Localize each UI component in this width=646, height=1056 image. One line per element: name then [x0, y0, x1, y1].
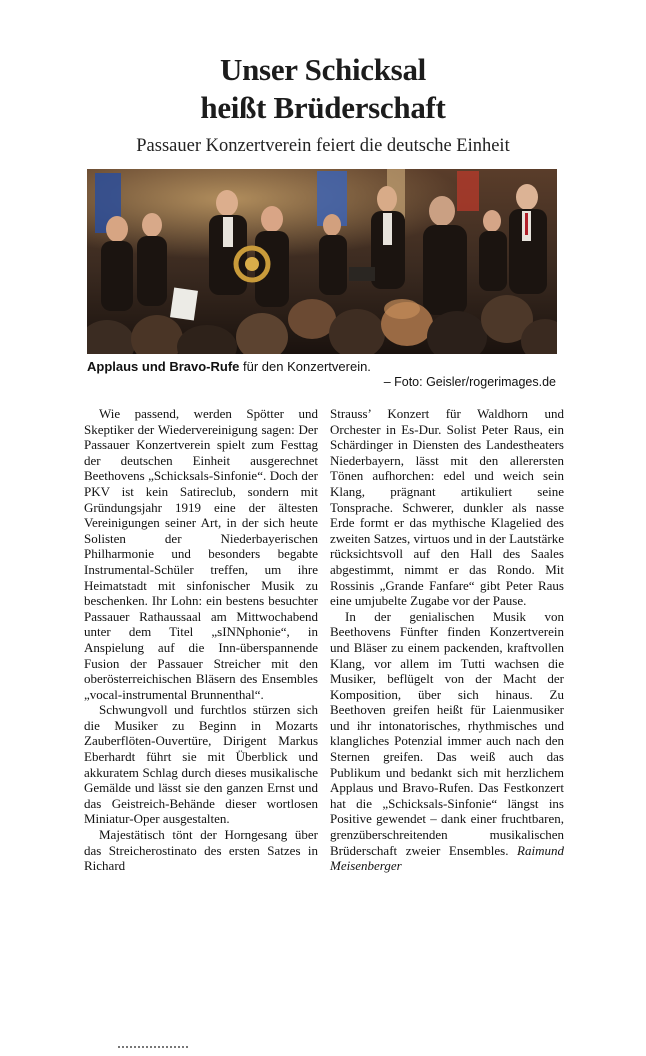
paragraph: Wie passend, werden Spötter und Skeptiker der Wiedervereinigung sagen: Der Passauer Konzertverein spielt zum Festtag der deutschen Einheit ausgerechnet Beethovens „Schicksals-Sinfonie“. Doch der PKV ist kein Satireclub, sondern mit Gründungsjahr 1919 eine der ältesten Vereinigungen seiner Art, in der sich heute Solisten der Niederbayerischen Philharmonie und besonders begabte Instrumental-Schüler treffen, um ihre Heimatstadt mit sinfonischer Musik zu beschenken. Ihr Lohn: ein bestens besuchter Passauer Rathaussaal am Mittwochabend unter dem Titel „sINNphonie“, in Anspielung auf die Inn-überspannende Fusion der Passauer Streicher mit den oberösterreichischen Bläsern des Ensembles „vocal-instrumental Brunnenthal“. — [84, 406, 318, 702]
caption-text: für den Konzertverein. — [239, 359, 371, 374]
photo-caption — [87, 358, 557, 375]
caption-bold-text: Applaus und Bravo-Rufe — [87, 359, 240, 374]
paragraph: Strauss’ Konzert für Waldhorn und Orchester in Es-Dur. Solist Peter Raus, ein Schärdinger in Diensten des Landestheaters Niederbayern, lässt mit den allerersten Tönen aufhorchen: edel und weich sein Klang, prägnant artikuliert seine Tonsprache. Schwerer, dunkler als nasse Erde formt er das mythische Klagelied des zweiten Satzes, virtuos und in der Lautstärke rücksichtsvoll auf den Hall des Saales abgestimmt, nimmt er das Rondo. Mit Rossinis „Grande Fanfare“ gibt Peter Raus eine umjubelte Zugabe vor der Pause. — [330, 406, 564, 609]
orchestra-illustration — [87, 169, 557, 354]
concert-photo — [87, 169, 557, 354]
author-signature: Raimund Meisenberger — [330, 842, 564, 874]
clipping-edge-mark — [118, 1046, 188, 1052]
article-column-1 — [84, 406, 318, 874]
photo-credit: – Foto: Geisler/rogerimages.de — [383, 375, 556, 389]
paragraph: Majestätisch tönt der Horngesang über das Streicherostinato des ersten Satzes in Richard — [84, 827, 318, 874]
paragraph: Schwungvoll und furchtlos stürzen sich die Musiker zu Beginn in Mozarts Zauberflöten-Ouvertüre, Dirigent Markus Eberhardt führt sie mit Überblick und akkuratem Schlag durch dieses musikalische Gemälde und lässt sie den ganzen Ernst und das Geistreich-Behände dieser wortlosen Miniatur-Oper ausgestalten. — [84, 702, 318, 827]
subheadline: Passauer Konzertverein feiert die deutsche Einheit — [136, 136, 510, 156]
paragraph — [330, 609, 564, 874]
paragraph-text: In der genialischen Musik von Beethovens Fünfter finden Konzertverein und Bläser zu einem packenden, kraftvollen Klang, vor allem im Tutti wachsen die Musiker, beflügelt von der Macht der Komposition, über sich hinaus. Zu Beethoven greifen heißt für Laienmusiker und ihr intonatorisches, rhythmisches und klangliches Potenzial immer auch nach den Sternen greifen. Das weiß auch das Publikum und bedankt sich mit herzlichem Applaus und Bravo-Rufen. Das Festkonzert hat die „Schicksals-Sinfonie“ längst ins Positive gewendet – dank einer fruchtbaren, grenzüberschreitenden musikalischen Brüderschaft zweier Ensembles. — [330, 608, 564, 858]
article-column-2 — [330, 406, 564, 874]
headline-line-2: heißt Brüderschaft — [200, 90, 446, 125]
headline-line-1: Unser Schicksal — [220, 52, 426, 87]
